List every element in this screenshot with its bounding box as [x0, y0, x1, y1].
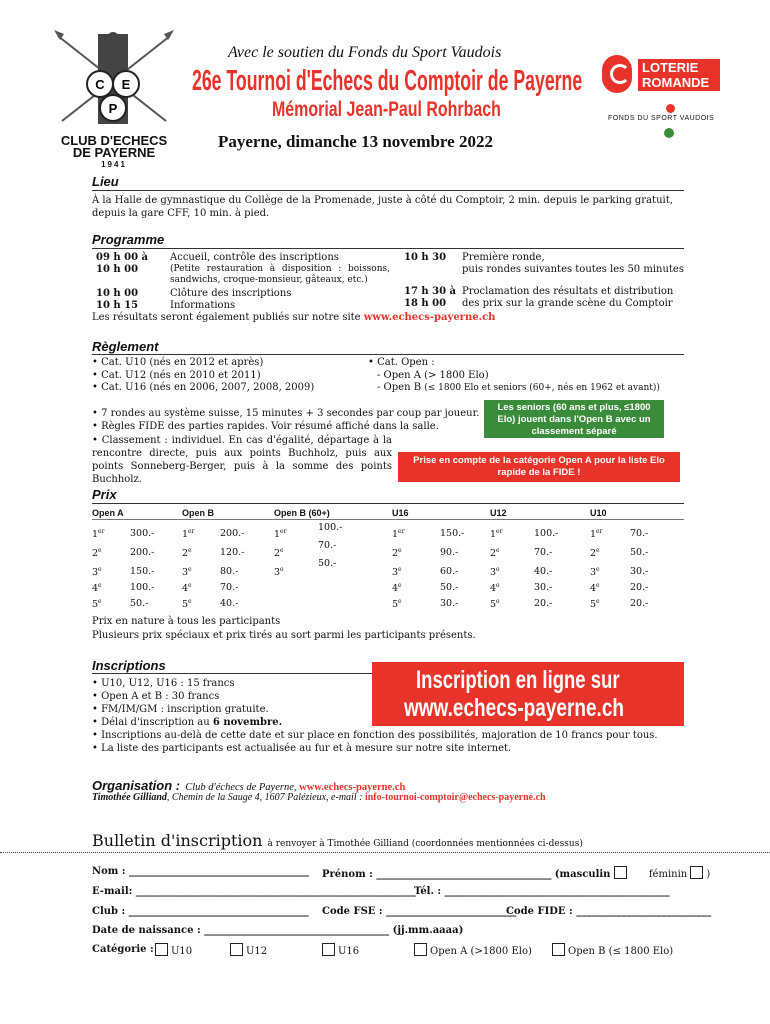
prize-value-u10-4: 20.- [630, 582, 649, 593]
checkbox-feminin[interactable] [690, 866, 703, 879]
prog-time-4: 10 h 15 [96, 300, 139, 311]
prize-value-open_b60-3: 50.- [318, 558, 337, 569]
prize-rank-open_b60-1: 1er [274, 528, 287, 541]
insc-delai-date: 6 novembre. [212, 717, 283, 728]
fonds-ball-icon-2 [664, 128, 674, 138]
organisation-club: Club d'échecs de Payerne, [185, 782, 300, 793]
rule-2: • Règles FIDE des parties rapides. Voir résumé affiché dans la salle. [92, 421, 439, 432]
fonds-ball-icon-1 [666, 104, 675, 113]
prize-rank-u16-5: 5e [392, 598, 402, 611]
online-registration-banner[interactable] [372, 662, 684, 726]
club-name-line1: CLUB D'ECHECS [60, 133, 168, 148]
club-crest-icon [48, 26, 180, 126]
cat-open-b [368, 382, 660, 395]
prize-rank-u16-4: 4e [392, 582, 402, 595]
field-nom-text: Nom : ____________________________________ [92, 866, 310, 877]
prize-value-open_a-3: 150.- [130, 566, 155, 577]
online-line-2[interactable]: www.echecs-payerne.ch [404, 694, 625, 722]
prog-time-5: 10 h 30 [404, 252, 447, 263]
prize-value-u10-3: 30.- [630, 566, 649, 577]
option-open-a[interactable] [414, 943, 532, 957]
prize-value-open_b-1: 200.- [220, 528, 245, 539]
rule-3: • Classement : individuel. En cas d'égalité, départage à la rencontre directe, puis aux points Buchholz, puis aux points Sonneberg-Berger, puis à la somme des points Buchholz. [92, 435, 392, 485]
prize-value-u16-2: 90.- [440, 547, 459, 558]
club-year: 1941 [101, 160, 127, 169]
prize-rank-open_a-4: 4e [92, 582, 102, 595]
cat-u16: • Cat. U16 (nés en 2006, 2007, 2008, 2009) [92, 382, 315, 393]
prog-act-8: des prix sur la grande scène du Comptoir [462, 298, 673, 309]
logo-letter-p: P [108, 101, 118, 116]
prog-act-4: Informations [170, 300, 236, 311]
prize-rank-u10-5: 5e [590, 598, 600, 611]
prog-act-2: (Petite restauration à disposition : boissons, sandwichs, croque-monsieur, gâteaux, etc.) [170, 264, 390, 285]
checkbox-masculin[interactable] [614, 866, 627, 879]
organisation-link[interactable]: www.echecs-payerne.ch [299, 782, 406, 793]
prize-value-open_a-2: 200.- [130, 547, 155, 558]
option-u16[interactable] [322, 943, 359, 957]
label-u10: U10 [171, 946, 193, 957]
reglement-title: Règlement [92, 339, 159, 354]
logo-letter-e: E [121, 77, 131, 92]
pub-text: Les résultats seront également publiés sur notre site [92, 312, 364, 323]
label-u16: U16 [338, 946, 360, 957]
prize-rank-u16-2: 2e [392, 547, 402, 560]
prog-act-7: Proclamation des résultats et distribution [462, 286, 674, 297]
insc-item-1: • U10, U12, U16 : 15 francs [92, 678, 235, 689]
prog-time-2: 10 h 00 [96, 264, 139, 275]
field-fse-text: Code FSE : __________________________ [322, 906, 517, 917]
cat-u10: • Cat. U10 (nés en 2012 et après) [92, 357, 264, 368]
prize-value-open_b60-1: 100.- [318, 522, 343, 533]
insc-late: • Inscriptions au-delà de cette date et sur place en fonction des possibilités, majoration de 10 francs pour tous. [92, 730, 658, 741]
prize-header-open-a: Open A [92, 508, 124, 518]
field-fse[interactable] [322, 906, 516, 917]
prize-header-u10: U10 [590, 508, 607, 518]
club-logo [48, 26, 180, 169]
prize-rank-open_a-3: 3e [92, 566, 102, 579]
insc-delai-text: • Délai d'inscription au [92, 717, 213, 728]
prize-value-open_b60-2: 70.- [318, 540, 337, 551]
prix-rule [92, 503, 684, 504]
prix-note-2: Plusieurs prix spéciaux et prix tirés au sort parmi les participants présents. [92, 630, 476, 641]
event-title-text: 26e Tournoi d'Echecs du Comptoir de Payerne [192, 65, 583, 97]
label-open-b: Open B (≤ 1800 Elo) [568, 946, 674, 957]
online-line-1: Inscription en ligne sur [416, 666, 620, 694]
prix-title: Prix [92, 487, 117, 502]
field-email[interactable] [92, 886, 416, 897]
prize-rank-open_b-2: 2e [182, 547, 192, 560]
field-prenom-text: Prénom : ___________________________________ (masculin [322, 869, 611, 880]
field-tel[interactable] [414, 886, 670, 897]
prize-rank-u10-4: 4e [590, 582, 600, 595]
support-line: Avec le soutien du Fonds du Sport Vaudois [228, 44, 502, 61]
prize-value-u16-3: 60.- [440, 566, 459, 577]
option-u12[interactable] [230, 943, 267, 957]
label-u12: U12 [246, 946, 268, 957]
field-naissance-text: Date de naissance : _____________________________________ (jj.mm.aaaa) [92, 925, 464, 936]
prize-header-open-b: Open B [182, 508, 215, 518]
prize-value-u10-1: 70.- [630, 528, 649, 539]
organisation-contact [92, 792, 546, 803]
checkbox-u16[interactable] [322, 943, 335, 956]
programme-acts-right-2 [462, 286, 673, 310]
prize-rank-open_a-2: 2e [92, 547, 102, 560]
bulletin-header [92, 831, 583, 850]
prize-value-open_b-3: 80.- [220, 566, 239, 577]
prize-value-open_b-2: 120.- [220, 547, 245, 558]
insc-list: • La liste des participants est actualisée au fur et à mesure sur notre site internet. [92, 743, 512, 754]
prize-value-open_a-1: 300.- [130, 528, 155, 539]
field-fide-text: Code FIDE : ___________________________ [506, 906, 712, 917]
memorial-title [272, 98, 532, 124]
programme-title: Programme [92, 232, 165, 247]
prize-rank-u16-3: 3e [392, 566, 402, 579]
cat-open-b-label: - Open B [377, 382, 425, 393]
cut-line [0, 852, 770, 853]
cat-open: • Cat. Open : [368, 357, 435, 368]
label-feminin: féminin [648, 869, 688, 880]
checkbox-open-a[interactable] [414, 943, 427, 956]
prize-value-u12-3: 40.- [534, 566, 553, 577]
club-name [48, 135, 180, 171]
prize-value-u12-5: 20.- [534, 598, 553, 609]
checkbox-u12[interactable] [230, 943, 243, 956]
inscriptions-rule [92, 673, 372, 674]
prize-rank-u10-3: 3e [590, 566, 600, 579]
programme-times-right [404, 286, 456, 310]
memorial-title-text: Mémorial Jean-Paul Rohrbach [272, 98, 501, 121]
prize-rank-open_b60-3: 3e [274, 566, 284, 579]
prog-time-6: 17 h 30 à [404, 286, 457, 297]
field-naissance[interactable] [92, 925, 463, 936]
prize-value-u10-5: 20.- [630, 598, 649, 609]
field-prenom[interactable] [322, 866, 710, 880]
lieu-title: Lieu [92, 174, 119, 189]
inscriptions-title: Inscriptions [92, 658, 166, 673]
prize-rank-open_b-5: 5e [182, 598, 192, 611]
prize-rank-u12-3: 3e [490, 566, 500, 579]
prog-time-7: 18 h 00 [404, 298, 447, 309]
label-open-a: Open A (>1800 Elo) [430, 946, 532, 957]
prog-act-6: puis rondes suivantes toutes les 50 minutes [462, 264, 684, 275]
rule-1: • 7 rondes au système suisse, 15 minutes + 3 secondes par coup par joueur. [92, 408, 480, 419]
reglement-open [368, 357, 660, 395]
fonds-text: FONDS DU SPORT VAUDOIS [608, 115, 715, 122]
open-fide-box: Prise en compte de la catégorie Open A pour la liste Elo rapide de la FIDE ! [398, 452, 680, 482]
programme-rule [92, 248, 684, 249]
prize-value-u16-4: 50.- [440, 582, 459, 593]
lieu-text: À la Halle de gymnastique du Collège de la Promenade, juste à côté du Comptoir, 2 min. depuis le parking gratuit, depuis la gare CFF, 10 min. à pied. [92, 195, 673, 219]
contact-email[interactable]: info-tournoi-comptoir@echecs-payerne.ch [364, 792, 546, 803]
prog-time-1: 09 h 00 à [96, 252, 149, 263]
field-club[interactable] [92, 906, 309, 917]
insc-item-2: • Open A et B : 30 francs [92, 691, 220, 702]
pub-link[interactable]: www.echecs-payerne.ch [363, 312, 496, 323]
prize-value-u16-5: 30.- [440, 598, 459, 609]
contact-person: Timothée Gilliand [92, 792, 167, 803]
prize-header-u12: U12 [490, 508, 507, 518]
field-email-text: E-mail: ________________________________________________________ [92, 886, 416, 897]
prize-rank-u10-2: 2e [590, 547, 600, 560]
prog-act-5: Première ronde, [462, 252, 545, 263]
bulletin-subtitle: à renvoyer à Timothée Gilliand (coordonnées mentionnées ci-dessus) [267, 839, 583, 849]
field-club-text: Club : ____________________________________ [92, 906, 309, 917]
prize-header-u16: U16 [392, 508, 409, 518]
prog-act-1: Accueil, contrôle des inscriptions [170, 252, 339, 263]
prize-value-open_b-5: 40.- [220, 598, 239, 609]
programme-times-left [96, 252, 148, 276]
cat-open-a: - Open A (> 1800 Elo) [377, 369, 489, 381]
field-categorie-label: Catégorie : [92, 944, 154, 955]
prize-value-open_a-5: 50.- [130, 598, 149, 609]
prize-rank-u12-4: 4e [490, 582, 500, 595]
programme-acts-right [462, 252, 684, 276]
prize-header-open-b60: Open B (60+) [274, 508, 330, 518]
seniors-box: Les seniors (60 ans et plus, ≤1800 Elo) jouent dans l'Open B avec un classement séparé [484, 400, 664, 438]
prize-rank-open_b-1: 1er [182, 528, 195, 541]
reglement-rule [92, 354, 684, 355]
prize-value-u10-2: 50.- [630, 547, 649, 558]
field-fide[interactable] [506, 906, 711, 917]
prize-value-open_a-4: 100.- [130, 582, 155, 593]
loterie-text-2: ROMANDE [642, 75, 710, 90]
prize-rank-u16-1: 1er [392, 528, 405, 541]
prize-value-open_b-4: 70.- [220, 582, 239, 593]
lieu-rule [92, 190, 684, 191]
option-u10[interactable] [155, 943, 192, 957]
event-date: Payerne, dimanche 13 novembre 2022 [218, 132, 493, 151]
cat-u12: • Cat. U12 (nés en 2010 et 2011) [92, 369, 261, 381]
prize-rank-open_b-3: 3e [182, 566, 192, 579]
prize-rank-u12-1: 1er [490, 528, 503, 541]
paren-close: ) [706, 869, 711, 880]
prize-rank-u12-5: 5e [490, 598, 500, 611]
prize-rank-u10-1: 1er [590, 528, 603, 541]
prix-header-rule [92, 519, 684, 520]
loterie-circle-icon [610, 64, 630, 84]
programme-publication [92, 312, 495, 323]
prize-value-u12-2: 70.- [534, 547, 553, 558]
checkbox-u10[interactable] [155, 943, 168, 956]
bulletin-title: Bulletin d'inscription [92, 831, 263, 850]
club-name-line2: DE PAYERNE [72, 145, 156, 160]
prize-rank-open_b60-2: 2e [274, 547, 284, 560]
prize-value-u16-1: 150.- [440, 528, 465, 539]
prize-rank-open_a-5: 5e [92, 598, 102, 611]
event-title [192, 66, 612, 100]
field-nom[interactable] [92, 866, 309, 877]
prize-rank-u12-2: 2e [490, 547, 500, 560]
cat-open-b-detail: (≤ 1800 Elo et seniors (60+, nés en 1962 et avant)) [424, 383, 660, 393]
prize-value-u12-1: 100.- [534, 528, 559, 539]
loterie-text-1: LOTERIE [642, 60, 699, 75]
field-tel-text: Tél. : _____________________________________________ [414, 886, 670, 897]
prog-time-3: 10 h 00 [96, 288, 139, 299]
loterie-romande-logo [602, 55, 720, 95]
option-open-b[interactable] [552, 943, 673, 957]
prize-value-u12-4: 30.- [534, 582, 553, 593]
checkbox-open-b[interactable] [552, 943, 565, 956]
prog-act-3: Clôture des inscriptions [170, 288, 292, 299]
fonds-sport-logo [608, 104, 720, 140]
prize-rank-open_a-1: 1er [92, 528, 105, 541]
prix-note-1: Prix en nature à tous les participants [92, 616, 281, 627]
prize-rank-open_b-4: 4e [182, 582, 192, 595]
field-categorie [92, 944, 154, 955]
logo-letter-c: C [95, 77, 105, 92]
organisation-label: Organisation : [92, 778, 181, 793]
reglement-cats [92, 357, 314, 395]
insc-item-3: • FM/IM/GM : inscription gratuite. [92, 704, 269, 715]
contact-address: , Chemin de la Sauge 4, 1607 Palézieux, e-mail : [166, 792, 365, 803]
